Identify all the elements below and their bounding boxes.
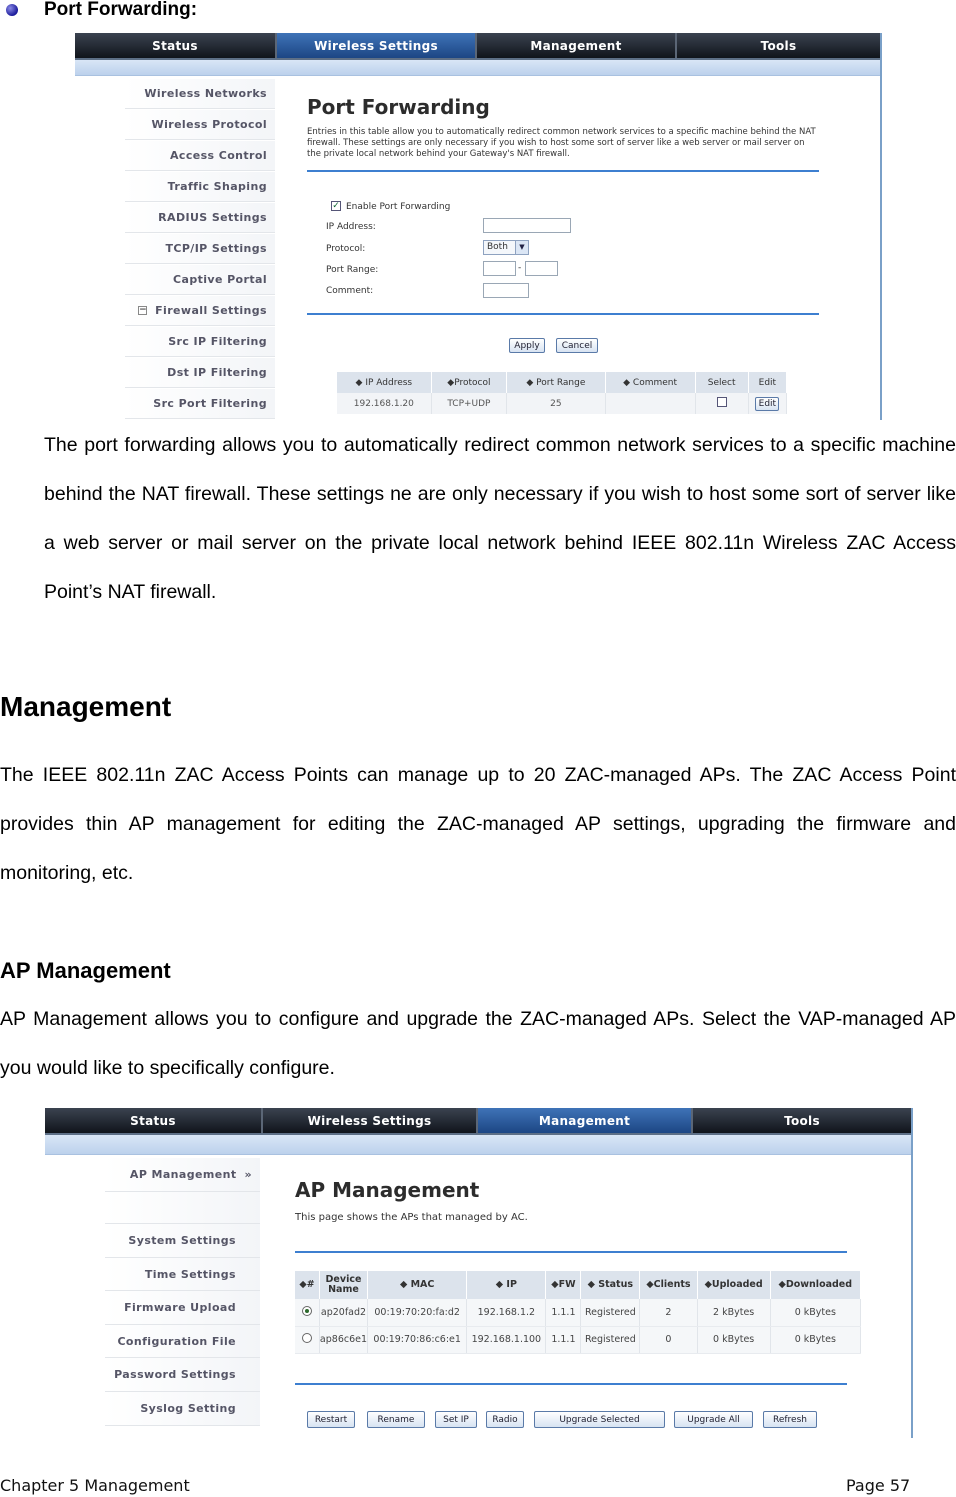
sidebar-item-wireless-protocol[interactable] xyxy=(125,110,275,140)
port-range-separator: - xyxy=(518,263,522,273)
sidebar-item-label: Src Port Filtering xyxy=(153,397,267,410)
column-header-status[interactable] xyxy=(581,1271,640,1299)
chevron-down-icon: ▼ xyxy=(515,241,528,254)
column-header-label: FW xyxy=(558,1279,576,1290)
footer-page-number: Page 57 xyxy=(846,1476,911,1495)
sidebar-item-ap-management[interactable] xyxy=(105,1158,260,1192)
column-header-ip-address[interactable] xyxy=(337,372,431,393)
restart-button[interactable]: Restart xyxy=(307,1411,355,1428)
sort-icon: ◆ xyxy=(623,377,633,388)
page-title: Port Forwarding xyxy=(307,95,490,119)
port-forwarding-bullet xyxy=(6,0,197,20)
management-heading: Management xyxy=(0,691,172,722)
top-nav-bar xyxy=(45,1108,911,1135)
sidebar-item-tcpip-settings[interactable] xyxy=(125,234,275,264)
column-header-clients[interactable] xyxy=(640,1271,697,1299)
ap-management-paragraph: AP Management allows you to configure and upgrade the ZAC-managed APs. Select the VAP-managed AP you would like to specifically configure. xyxy=(0,1008,956,1079)
sidebar-item-label: Access Control xyxy=(169,149,267,162)
column-header-label: # xyxy=(306,1279,315,1290)
sidebar-item-label: RADIUS Settings xyxy=(158,211,267,224)
sidebar-item-firewall-settings[interactable] xyxy=(125,296,275,326)
sort-icon: ◆ xyxy=(355,377,366,388)
sidebar-item-label: Password Settings xyxy=(114,1368,236,1381)
table-header-row xyxy=(295,1271,861,1299)
port-forwarding-screenshot xyxy=(75,33,882,420)
footer-chapter: Chapter 5 Management xyxy=(0,1476,190,1495)
column-header-label: Clients xyxy=(653,1279,691,1290)
cell-mac: 00:19:70:20:fa:d2 xyxy=(368,1299,467,1326)
protocol-select-value: Both xyxy=(487,242,508,252)
column-header-downloaded[interactable] xyxy=(770,1271,860,1299)
bullet-label: Port Forwarding: xyxy=(44,0,198,20)
sidebar-item-label: Firmware Upload xyxy=(124,1301,236,1314)
page-description: Entries in this table allow you to automatically redirect common network services to a specific machine behind the NAT firewall. These settings are only necessary if you wish to host some sort of server like a web server or mail server on the private local network behind your Gateway's NAT firewall. xyxy=(307,127,816,159)
cell-ip: 192.168.1.100 xyxy=(467,1326,546,1353)
cell-clients: 0 xyxy=(640,1326,697,1353)
sidebar-item-label: Traffic Shaping xyxy=(167,180,267,193)
column-header-device-name[interactable] xyxy=(319,1271,367,1299)
column-header-label: MAC xyxy=(410,1279,435,1290)
sidebar-item-label: TCP/IP Settings xyxy=(165,242,267,255)
column-header-protocol[interactable] xyxy=(431,372,507,393)
cell-port-range: 25 xyxy=(507,393,605,414)
sidebar-item-time-settings[interactable] xyxy=(105,1258,260,1291)
tab-wireless-settings[interactable]: Wireless Settings xyxy=(277,33,477,58)
refresh-button[interactable]: Refresh xyxy=(763,1411,817,1428)
divider xyxy=(307,170,819,172)
comment-input[interactable] xyxy=(483,283,529,298)
sidebar-item-system-settings[interactable] xyxy=(105,1224,260,1258)
column-header-label: Status xyxy=(598,1279,634,1290)
tab-management[interactable]: Management xyxy=(477,33,677,58)
sidebar-item-access-control[interactable] xyxy=(125,141,275,171)
column-header-select: Select xyxy=(695,372,748,393)
sidebar-item-label: Wireless Protocol xyxy=(151,118,267,131)
table-row xyxy=(337,393,787,414)
sidebar-item-src-ip-filtering[interactable] xyxy=(125,327,275,357)
column-header-mac[interactable] xyxy=(368,1271,467,1299)
sidebar-item-label: Wireless Networks xyxy=(144,87,267,100)
tab-management[interactable]: Management xyxy=(478,1108,693,1133)
sidebar-item-label: Firewall Settings xyxy=(155,304,267,317)
tab-status[interactable]: Status xyxy=(45,1108,263,1133)
tab-status[interactable]: Status xyxy=(75,33,277,58)
double-chevron-right-icon: » xyxy=(244,1168,252,1181)
port-range-end-input[interactable] xyxy=(525,261,558,276)
cell-status: Registered xyxy=(581,1326,640,1353)
table-row[interactable] xyxy=(295,1326,861,1353)
cell-mac: 00:19:70:86:c6:e1 xyxy=(368,1326,467,1353)
cell-downloaded: 0 kBytes xyxy=(770,1326,860,1353)
cell-comment xyxy=(605,393,695,414)
sort-icon: ◆ xyxy=(399,1279,411,1290)
cell-uploaded: 2 kBytes xyxy=(697,1299,770,1326)
sidebar-item-dst-ip-filtering[interactable] xyxy=(125,358,275,388)
column-header-label: Protocol xyxy=(454,377,491,388)
cell-uploaded: 0 kBytes xyxy=(697,1326,770,1353)
protocol-select[interactable] xyxy=(483,240,529,255)
column-header-label: Downloaded xyxy=(785,1279,853,1290)
divider xyxy=(295,1251,847,1253)
select-checkbox[interactable] xyxy=(717,397,727,407)
column-header-ip[interactable] xyxy=(467,1271,546,1299)
sidebar-item-label: System Settings xyxy=(128,1234,236,1247)
cell-select xyxy=(295,1326,319,1353)
sidebar-item-configuration-file[interactable] xyxy=(105,1325,260,1358)
divider xyxy=(307,313,819,315)
sidebar-item-label: Syslog Setting xyxy=(140,1402,236,1415)
sidebar-item-radius-settings[interactable] xyxy=(125,203,275,233)
cell-select xyxy=(695,393,748,414)
select-radio[interactable] xyxy=(302,1306,312,1316)
tab-tools[interactable]: Tools xyxy=(693,1108,911,1133)
cell-fw: 1.1.1 xyxy=(546,1299,581,1326)
table-header-row xyxy=(337,372,787,393)
sort-icon: ◆ xyxy=(299,1279,307,1290)
port-forwarding-table xyxy=(337,372,787,414)
sidebar-item-label: Time Settings xyxy=(144,1267,236,1281)
cell-edit xyxy=(748,393,786,414)
cell-select xyxy=(295,1299,319,1326)
sidebar-item-firmware-upload[interactable] xyxy=(105,1291,260,1325)
upgrade-all-button[interactable]: Upgrade All xyxy=(674,1411,753,1428)
sidebar-item-syslog-setting[interactable] xyxy=(105,1392,260,1426)
apply-button[interactable]: Apply xyxy=(509,338,545,353)
cell-device-name: ap86c6e1 xyxy=(319,1326,367,1353)
sidebar-spacer xyxy=(105,1192,260,1224)
page-description: This page shows the APs that managed by AC. xyxy=(295,1212,528,1223)
cell-protocol: TCP+UDP xyxy=(431,393,507,414)
sort-icon: ◆ xyxy=(495,1279,507,1290)
column-header-fw[interactable] xyxy=(546,1271,581,1299)
divider xyxy=(295,1383,847,1385)
edit-button[interactable]: Edit xyxy=(755,397,779,411)
enable-port-forwarding-checkbox[interactable]: ✓ xyxy=(332,201,340,211)
select-radio[interactable] xyxy=(302,1333,312,1343)
sort-icon: ◆ xyxy=(646,1279,654,1290)
cell-clients: 2 xyxy=(640,1299,697,1326)
sort-icon: ◆ xyxy=(778,1279,786,1290)
sort-icon: ◆ xyxy=(551,1279,559,1290)
sidebar-item-label: Captive Portal xyxy=(173,273,267,286)
tab-tools[interactable]: Tools xyxy=(677,33,880,58)
ap-management-heading: AP Management xyxy=(0,958,171,983)
sidebar-item-wireless-networks[interactable] xyxy=(125,79,275,109)
sort-icon: ◆ xyxy=(526,377,537,388)
column-header-label: Device Name xyxy=(325,1274,362,1295)
port-range-start-input[interactable] xyxy=(483,261,516,276)
tab-wireless-settings[interactable]: Wireless Settings xyxy=(263,1108,478,1133)
page-title: AP Management xyxy=(295,1178,480,1202)
sidebar-item-label: Dst IP Filtering xyxy=(167,366,267,379)
column-header-label: IP xyxy=(506,1279,517,1290)
cell-device-name: ap20fad2 xyxy=(319,1299,367,1326)
radio-button[interactable]: Radio xyxy=(486,1411,524,1428)
sub-nav-bar xyxy=(75,60,880,76)
comment-label: Comment: xyxy=(326,286,374,296)
ip-address-input[interactable] xyxy=(483,218,571,233)
enable-port-forwarding-label: Enable Port Forwarding xyxy=(346,202,451,212)
cell-ip: 192.168.1.2 xyxy=(467,1299,546,1326)
column-header-uploaded[interactable] xyxy=(697,1271,770,1299)
column-header-comment[interactable] xyxy=(605,372,695,393)
sidebar-item-password-settings[interactable] xyxy=(105,1358,260,1392)
ip-address-label: IP Address: xyxy=(326,222,376,232)
upgrade-selected-button[interactable]: Upgrade Selected xyxy=(534,1411,665,1428)
cancel-button[interactable]: Cancel xyxy=(556,338,598,353)
table-row[interactable] xyxy=(295,1299,861,1326)
collapse-icon[interactable]: − xyxy=(139,305,148,315)
top-nav-bar xyxy=(75,33,880,60)
column-header-edit: Edit xyxy=(748,372,786,393)
management-paragraph: The IEEE 802.11n ZAC Access Points can manage up to 20 ZAC-managed APs. The ZAC Access Point provides thin AP management for editing the ZAC-managed AP settings, upgrading the firmware and monitoring, etc. xyxy=(0,764,956,884)
port-range-label: Port Range: xyxy=(326,265,379,275)
port-forwarding-paragraph: The port forwarding allows you to automatically redirect common network services to a specific machine behind the NAT firewall. These settings ne are only necessary if you wish to host some sort of server like a web server or mail server on the private local network behind IEEE 802.11n Wireless ZAC Access Point’s NAT firewall. xyxy=(44,434,956,603)
sidebar-item-label: AP Management xyxy=(129,1168,237,1181)
cell-downloaded: 0 kBytes xyxy=(770,1299,860,1326)
column-header-label: Port Range xyxy=(536,377,586,388)
sidebar-item-src-port-filtering[interactable] xyxy=(125,389,275,419)
column-header-label: Uploaded xyxy=(711,1279,763,1290)
sidebar-item-traffic-shaping[interactable] xyxy=(125,172,275,202)
column-header-port-range[interactable] xyxy=(507,372,605,393)
column-header-label: Comment xyxy=(632,377,678,388)
sidebar-item-captive-portal[interactable] xyxy=(125,265,275,295)
ap-management-screenshot xyxy=(45,1108,913,1438)
bullet-icon xyxy=(6,4,18,16)
cell-status: Registered xyxy=(581,1299,640,1326)
column-header-index[interactable] xyxy=(295,1271,319,1299)
sort-icon: ◆ xyxy=(704,1279,712,1290)
sort-icon: ◆ xyxy=(447,377,455,388)
protocol-label: Protocol: xyxy=(326,244,366,254)
sidebar-item-label: Configuration File xyxy=(117,1334,236,1348)
rename-button[interactable]: Rename xyxy=(367,1411,425,1428)
sort-icon: ◆ xyxy=(587,1279,599,1290)
sub-nav-bar xyxy=(45,1135,911,1155)
ap-table xyxy=(295,1271,861,1354)
cell-fw: 1.1.1 xyxy=(546,1326,581,1353)
cell-ip: 192.168.1.20 xyxy=(337,393,431,414)
column-header-label: IP Address xyxy=(365,377,413,388)
sidebar-item-label: Src IP Filtering xyxy=(168,335,267,348)
set-ip-button[interactable]: Set IP xyxy=(435,1411,477,1428)
